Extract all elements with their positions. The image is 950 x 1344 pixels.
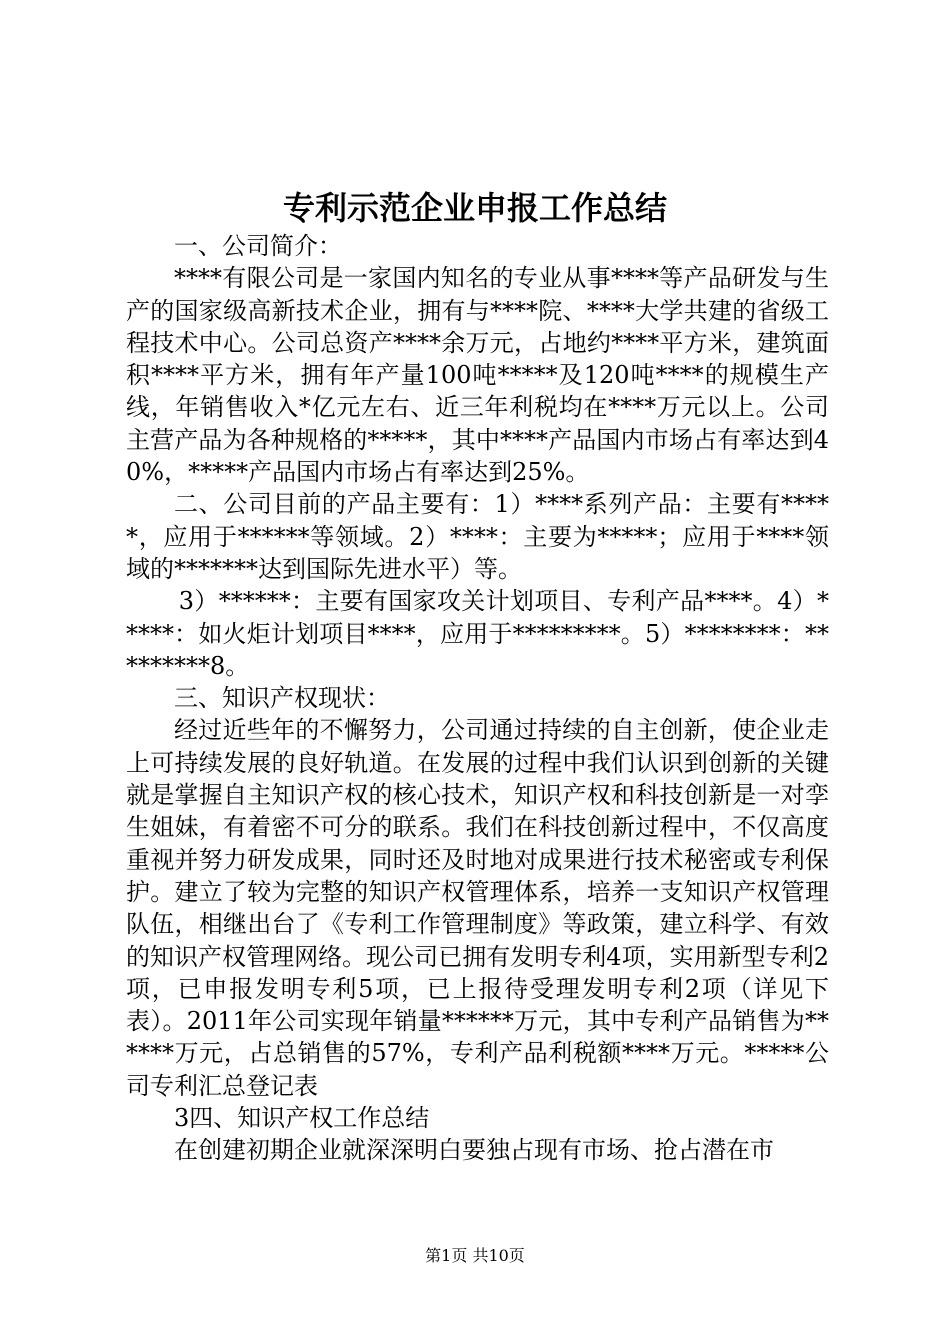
- page-number: 第1页 共10页: [425, 1246, 525, 1265]
- paragraph-ip-summary: 在创建初期企业就深深明白要独占现有市场、抢占潜在市: [174, 1136, 774, 1165]
- section-heading-company-intro: 一、公司简介：: [174, 232, 342, 260]
- paragraph-company-intro: ****有限公司是一家国内知名的专业从事****等产品研发与生产的国家级高新技术企业，拥有与****院、****大学共建的省级工程技术中心。公司总资产****余万元，占地约****平方米，建筑面积****平方米，拥有年产量100吨*****及120吨****的规模生产线，年销售收入*亿元左右、近三年利税均在****万元以上。公司主营产品为各种规格的*****，其中****产品国内市场占有率达到40%，*****产品国内市场占有率达到25%。: [126, 264, 829, 487]
- document-title: 专利示范企业申报工作总结: [282, 189, 667, 227]
- paragraph-products-continued: 3）******：主要有国家攻关计划项目、专利产品****。4）*****：如火炬计划项目****，应用于*********。5）********：*********8。: [126, 587, 829, 680]
- paragraph-ip-status: 经过近些年的不懈努力，公司通过持续的自主创新，使企业走上可持续发展的良好轨道。在发展的过程中我们认识到创新的关键就是掌握自主知识产权的核心技术，知识产权和科技创新是一对孪生姐妹，有着密不可分的联系。我们在科技创新过程中，不仅高度重视并努力研发成果，同时还及时地对成果进行技术秘密或专利保护。建立了较为完整的知识产权管理体系，培养一支知识产权管理队伍，相继出台了《专利工作管理制度》等政策，建立科学、有效的知识产权管理网络。现公司已拥有发明专利4项，实用新型专利2项，已申报发明专利5项，已上报待受理发明专利2项（详见下表）。2011年公司实现年销量******万元，其中专利产品销售为******万元，占总销售的57%，专利产品利税额****万元。*****公司专利汇总登记表: [126, 716, 829, 1100]
- section-heading-ip-summary: 3四、知识产权工作总结: [174, 1104, 430, 1133]
- document-body: [126, 230, 829, 1167]
- section-heading-ip-status: 三、知识产权现状：: [174, 684, 390, 713]
- paragraph-products: 二、公司目前的产品主要有：1）****系列产品：主要有*****，应用于******等领域。2）****：主要为*****；应用于****领域的*******达到国际先进水平）等。: [126, 490, 829, 583]
